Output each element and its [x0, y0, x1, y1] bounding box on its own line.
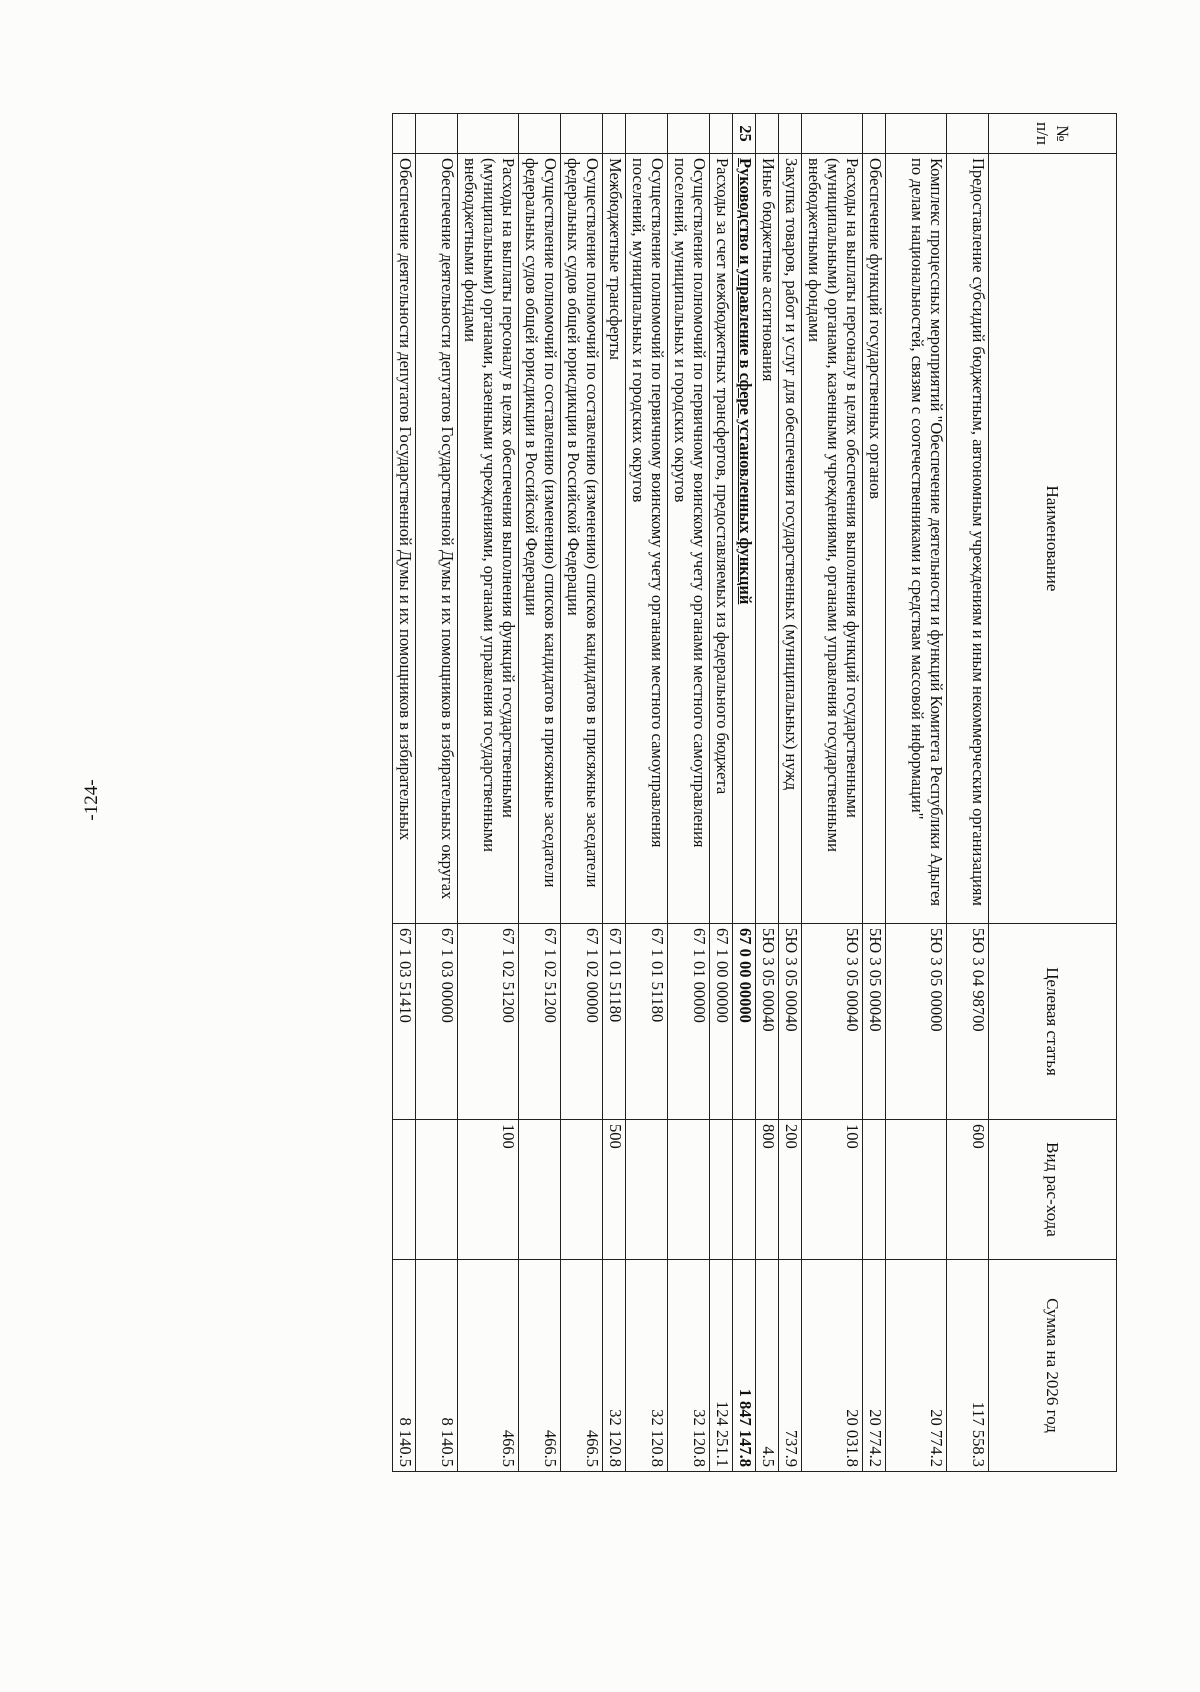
row-code-cell: 5Ю 3 04 98700 [947, 924, 989, 1120]
row-kind-cell: 100 [802, 1120, 863, 1260]
row-num-cell: 25 [733, 114, 756, 154]
row-num-cell [416, 114, 458, 154]
row-name-cell: Осуществление полномочий по первичному воинскому учету органами местного самоуправления поселений, муниципальных и городских округов [626, 154, 668, 924]
row-name-cell: Расходы за счет межбюджетных трансфертов, предоставляемых из федерального бюджета [710, 154, 733, 924]
row-sum-cell: 124 251.1 [710, 1260, 733, 1472]
table-body [393, 114, 989, 1472]
row-kind-cell [886, 1120, 947, 1260]
row-code-cell: 5Ю 3 05 00000 [886, 924, 947, 1120]
table-row [947, 114, 989, 1472]
row-kind-cell [626, 1120, 668, 1260]
table-row [756, 114, 779, 1472]
row-sum-cell: 466.5 [458, 1260, 519, 1472]
row-code-cell: 67 1 00 00000 [710, 924, 733, 1120]
row-sum-cell: 20 031.8 [802, 1260, 863, 1472]
row-code-cell: 67 1 01 51180 [603, 924, 626, 1120]
row-kind-cell: 100 [458, 1120, 519, 1260]
row-code-cell: 5Ю 3 05 00040 [756, 924, 779, 1120]
row-code-cell: 5Ю 3 05 00040 [779, 924, 802, 1120]
row-sum-cell: 466.5 [561, 1260, 603, 1472]
table-row [603, 114, 626, 1472]
row-sum-cell: 4.5 [756, 1260, 779, 1472]
row-name-cell: Обеспечение деятельности депутатов Государственной Думы и их помощников в избирательных [393, 154, 416, 924]
rotated-table-block [118, 113, 1117, 1471]
row-sum-cell: 8 140.5 [393, 1260, 416, 1472]
row-code-cell: 67 0 00 00000 [733, 924, 756, 1120]
row-num-cell [668, 114, 710, 154]
row-sum-cell: 466.5 [519, 1260, 561, 1472]
table-row [710, 114, 733, 1472]
row-num-cell [519, 114, 561, 154]
row-num-cell [886, 114, 947, 154]
row-kind-cell [561, 1120, 603, 1260]
header-kind: Вид рас-хода [989, 1120, 1117, 1260]
table-row [802, 114, 863, 1472]
row-sum-cell: 20 774.2 [863, 1260, 886, 1472]
table-row [458, 114, 519, 1472]
row-kind-cell [710, 1120, 733, 1260]
row-name-cell: Обеспечение функций государственных органов [863, 154, 886, 924]
row-code-cell: 5Ю 3 05 00040 [802, 924, 863, 1120]
row-num-cell [393, 114, 416, 154]
row-num-cell [947, 114, 989, 154]
row-name-cell: Межбюджетные трансферты [603, 154, 626, 924]
row-name-cell: Комплекс процессных мероприятий "Обеспечение деятельности и функций Комитета Республики Адыгея по делам национальностей, связям с соотечественниками и средствам массовой информации" [886, 154, 947, 924]
row-sum-cell: 737.9 [779, 1260, 802, 1472]
table-row [519, 114, 561, 1472]
header-name: Наименование [989, 154, 1117, 924]
header-code: Целевая статья [989, 924, 1117, 1120]
table-row [393, 114, 416, 1472]
row-num-cell [863, 114, 886, 154]
row-code-cell: 67 1 01 00000 [668, 924, 710, 1120]
row-kind-cell [416, 1120, 458, 1260]
row-num-cell [756, 114, 779, 154]
table-row [668, 114, 710, 1472]
row-name-cell: Расходы на выплаты персоналу в целях обеспечения выполнения функций государственными (муниципальными) органами, казенными учреждениями, органами управления государственными внебюджетными фондами [802, 154, 863, 924]
row-kind-cell: 200 [779, 1120, 802, 1260]
row-name-cell: Руководство и управление в сфере установленных функций [733, 154, 756, 924]
row-name-cell: Закупка товаров, работ и услуг для обеспечения государственных (муниципальных) нужд [779, 154, 802, 924]
row-name-cell: Осуществление полномочий по первичному воинскому учету органами местного самоуправления поселений, муниципальных и городских округов [668, 154, 710, 924]
row-sum-cell: 117 558.3 [947, 1260, 989, 1472]
row-sum-cell: 20 774.2 [886, 1260, 947, 1472]
row-name-cell: Обеспечение деятельности депутатов Государственной Думы и их помощников в избирательных округах [416, 154, 458, 924]
row-kind-cell [668, 1120, 710, 1260]
row-code-cell: 67 1 02 51200 [458, 924, 519, 1120]
row-num-cell [710, 114, 733, 154]
row-code-cell: 67 1 02 51200 [519, 924, 561, 1120]
table-row [779, 114, 802, 1472]
row-num-cell [603, 114, 626, 154]
table-row [626, 114, 668, 1472]
row-num-cell [779, 114, 802, 154]
row-sum-cell: 1 847 147.8 [733, 1260, 756, 1472]
row-code-cell: 67 1 03 00000 [416, 924, 458, 1120]
table-header-row [989, 114, 1117, 1472]
row-kind-cell: 800 [756, 1120, 779, 1260]
row-num-cell [458, 114, 519, 154]
row-name-cell: Предоставление субсидий бюджетным, автономным учреждениям и иным некоммерческим организациям [947, 154, 989, 924]
row-kind-cell: 600 [947, 1120, 989, 1260]
page-number: -124- [81, 779, 102, 821]
row-name-cell: Иные бюджетные ассигнования [756, 154, 779, 924]
row-num-cell [561, 114, 603, 154]
table-row [561, 114, 603, 1472]
row-name-cell: Расходы на выплаты персоналу в целях обеспечения выполнения функций государственными (муниципальными) органами, казенными учреждениями, органами управления государственными внебюджетными фондами [458, 154, 519, 924]
row-name-cell: Осуществление полномочий по составлению (изменению) списков кандидатов в присяжные заседатели федеральных судов общей юрисдикции в Российской Федерации [561, 154, 603, 924]
row-sum-cell: 32 120.8 [668, 1260, 710, 1472]
row-code-cell: 67 1 02 00000 [561, 924, 603, 1120]
header-num: № п/п [989, 114, 1117, 154]
row-code-cell: 67 1 03 51410 [393, 924, 416, 1120]
header-sum: Сумма на 2026 год [989, 1260, 1117, 1472]
row-num-cell [626, 114, 668, 154]
row-kind-cell [393, 1120, 416, 1260]
row-kind-cell: 500 [603, 1120, 626, 1260]
row-kind-cell [519, 1120, 561, 1260]
row-num-cell [802, 114, 863, 154]
row-kind-cell [863, 1120, 886, 1260]
row-name-cell: Осуществление полномочий по составлению (изменению) списков кандидатов в присяжные заседатели федеральных судов общей юрисдикции в Российской Федерации [519, 154, 561, 924]
row-sum-cell: 32 120.8 [626, 1260, 668, 1472]
row-sum-cell: 8 140.5 [416, 1260, 458, 1472]
row-sum-cell: 32 120.8 [603, 1260, 626, 1472]
row-code-cell: 5Ю 3 05 00040 [863, 924, 886, 1120]
row-code-cell: 67 1 01 51180 [626, 924, 668, 1120]
budget-table [392, 113, 1117, 1472]
row-kind-cell [733, 1120, 756, 1260]
table-row [416, 114, 458, 1472]
table-row [886, 114, 947, 1472]
table-row [863, 114, 886, 1472]
table-row [733, 114, 756, 1472]
